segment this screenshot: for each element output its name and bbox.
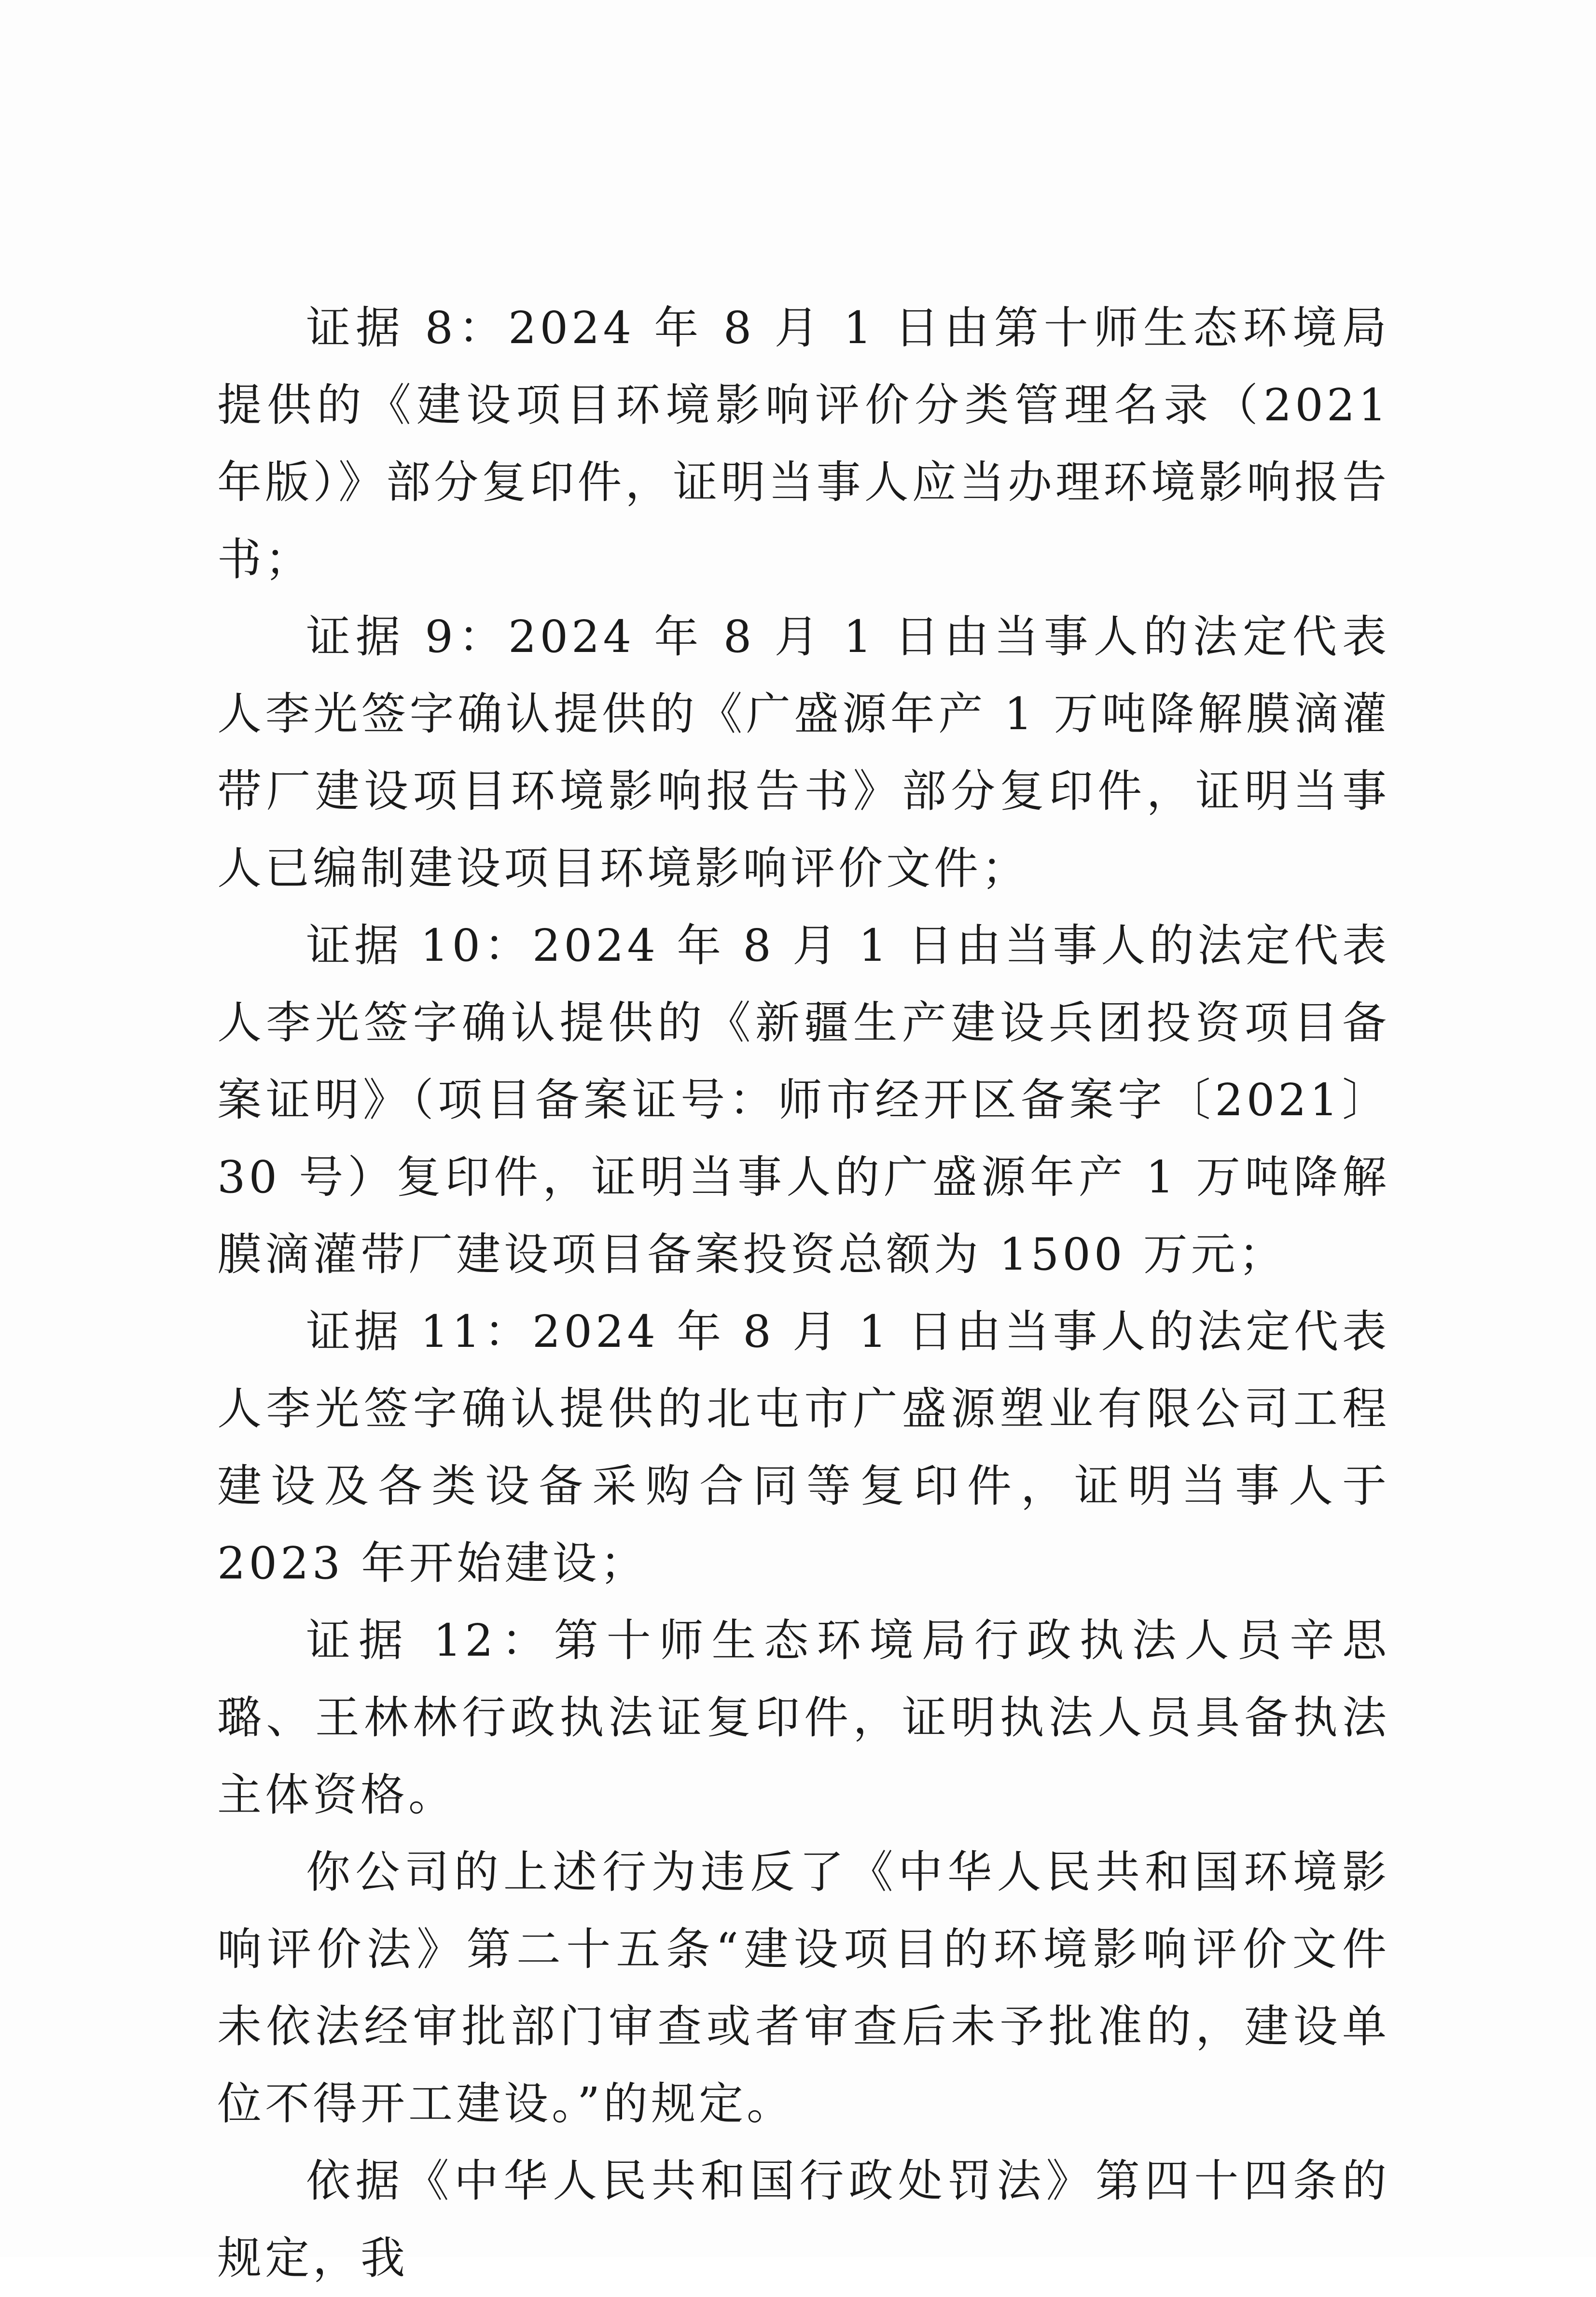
evidence-9-paragraph: 证据 9：2024 年 8 月 1 日由当事人的法定代表人李光签字确认提供的《广盛源年产 1 万吨降解膜滴灌带厂建设项目环境影响报告书》部分复印件，证明当事人已编制建设项目环境影响评价文件； [217,611,1390,894]
document-body [217,290,1390,2297]
evidence-11-paragraph: 证据 11：2024 年 8 月 1 日由当事人的法定代表人李光签字确认提供的北屯市广盛源塑业有限公司工程建设及各类设备采购合同等复印件，证明当事人于 2023 年开始建设； [217,1306,1390,1589]
evidence-8-paragraph: 证据 8：2024 年 8 月 1 日由第十师生态环境局提供的《建设项目环境影响评价分类管理名录（2021 年版）》部分复印件，证明当事人应当办理环境影响报告书； [217,302,1390,585]
violation-paragraph: 你公司的上述行为违反了《中华人民共和国环境影响评价法》第二十五条“建设项目的环境影响评价文件未依法经审批部门审查或者审查后未予批准的，建设单位不得开工建设。”的规定。 [217,1846,1390,2130]
legal-basis-paragraph: 依据《中华人民共和国行政处罚法》第四十四条的规定，我 [217,2155,1390,2284]
evidence-12-paragraph: 证据 12：第十师生态环境局行政执法人员辛思璐、王林林行政执法证复印件，证明执法人员具备执法主体资格。 [217,1615,1390,1821]
evidence-10-paragraph: 证据 10：2024 年 8 月 1 日由当事人的法定代表人李光签字确认提供的《新疆生产建设兵团投资项目备案证明》（项目备案证号：师市经开区备案字〔2021〕30 号）复印件，证明当事人的广盛源年产 1 万吨降解膜滴灌带厂建设项目备案投资总额为 1500 万元； [217,920,1390,1280]
